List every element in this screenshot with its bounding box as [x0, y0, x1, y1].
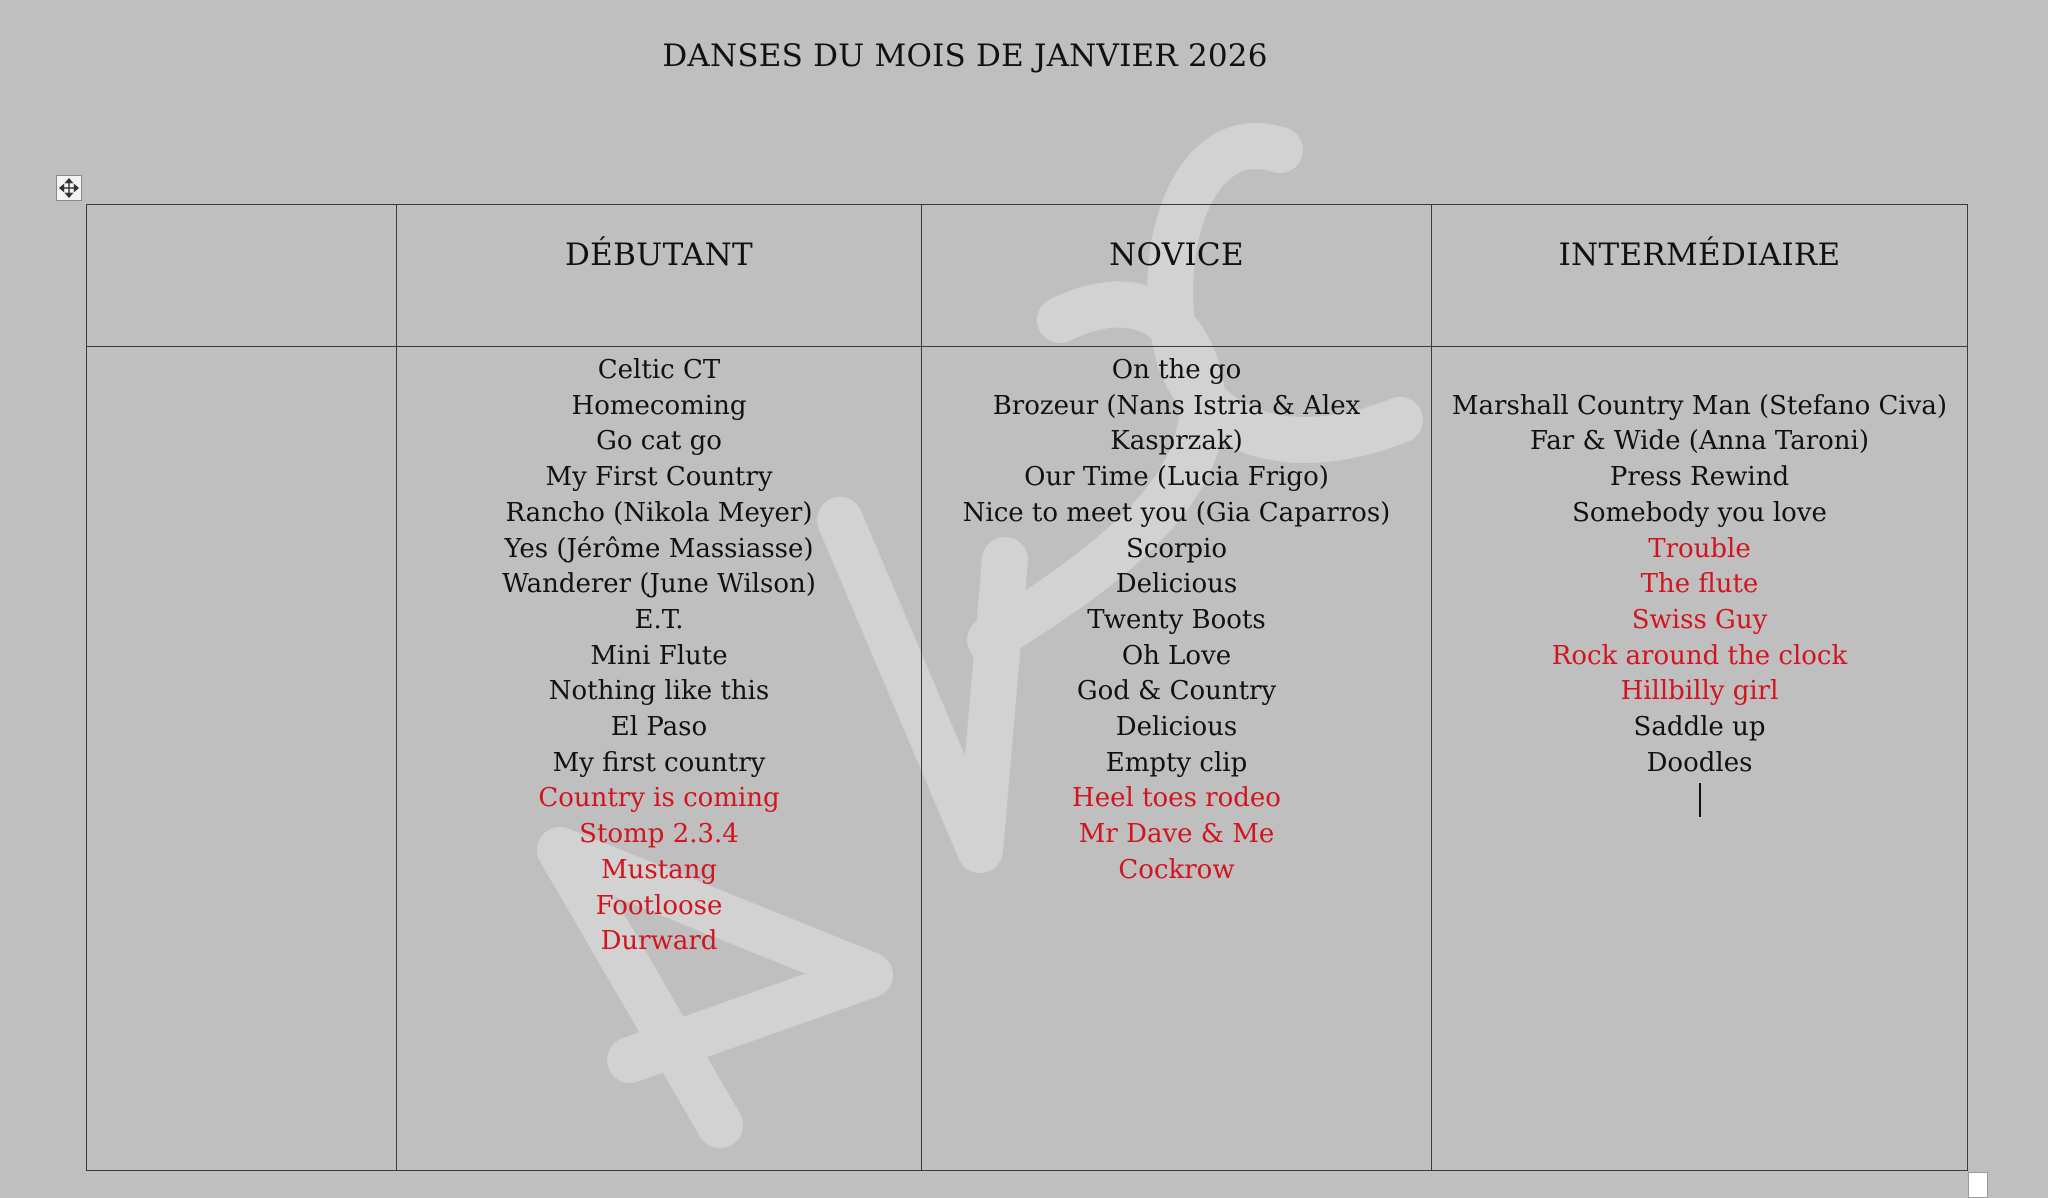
dance-item: The flute [1640, 569, 1759, 600]
column-header-novice: NOVICE [1109, 237, 1244, 273]
dance-item: Mr Dave & Me [1078, 819, 1275, 850]
dance-item: Delicious [1115, 569, 1238, 600]
dance-item: Rancho (Nikola Meyer) [505, 497, 813, 528]
novice-dances-cell[interactable] [922, 347, 1432, 1171]
dance-item: Swiss Guy [1631, 604, 1768, 635]
dance-item: E.T. [634, 604, 684, 635]
dance-item: Footloose [595, 890, 723, 921]
debutant-dances-cell[interactable] [397, 347, 922, 1171]
dance-item: Doodles [1646, 747, 1753, 778]
move-arrows-icon [59, 178, 79, 198]
dance-item: Go cat go [596, 426, 722, 457]
dance-item: Nice to meet you (Gia Caparros) [962, 497, 1391, 528]
dance-item: Cockrow [1118, 854, 1235, 885]
dance-item: Empty clip [1105, 747, 1248, 778]
dance-item: El Paso [610, 712, 708, 743]
empty-column-cell[interactable] [87, 347, 397, 1171]
dance-item: Trouble [1648, 533, 1751, 564]
header-cell-debutant[interactable] [397, 205, 922, 347]
dance-item: Somebody you love [1572, 497, 1827, 528]
dance-item: My First Country [545, 462, 773, 493]
dance-item: Mini Flute [590, 640, 728, 671]
dance-item: Mustang [600, 854, 718, 885]
dance-item: Country is coming [538, 783, 780, 814]
dance-item: On the go [1111, 355, 1242, 385]
dance-item: Scorpio [1125, 533, 1228, 564]
dance-item: Homecoming [571, 390, 747, 421]
dance-item: Far & Wide (Anna Taroni) [1529, 426, 1870, 457]
dance-item: Heel toes rodeo [1072, 783, 1281, 814]
header-cell-intermediaire[interactable] [1432, 205, 1968, 347]
table-move-handle[interactable] [56, 175, 82, 201]
dance-item: Saddle up [1633, 712, 1766, 743]
dance-item: Twenty Boots [1087, 604, 1266, 635]
dance-item: Delicious [1115, 712, 1238, 743]
dance-item: My first country [552, 747, 766, 778]
dance-item: Hillbilly girl [1620, 676, 1779, 707]
dance-item: Wanderer (June Wilson) [502, 569, 816, 600]
page-title: DANSES DU MOIS DE JANVIER 2026 [662, 38, 1268, 74]
dance-item: God & Country [1076, 676, 1277, 707]
text-cursor [1699, 783, 1701, 817]
dance-item: Brozeur (Nans Istria & Alex Kasprzak) [992, 390, 1361, 457]
dance-item: Our Time (Lucia Frigo) [1024, 462, 1329, 493]
dance-item: Oh Love [1121, 640, 1232, 671]
dance-item: Marshall Country Man (Stefano Civa) [1451, 390, 1948, 421]
dance-item: Durward [600, 926, 718, 957]
header-cell-empty[interactable] [87, 205, 397, 347]
dance-item: Stomp 2.3.4 [579, 819, 739, 850]
dance-item: Rock around the clock [1551, 640, 1848, 671]
dance-item: Nothing like this [548, 676, 770, 707]
blank-line [1432, 353, 1967, 389]
body-row [87, 347, 1968, 1171]
header-cell-novice[interactable] [922, 205, 1432, 347]
intermediaire-dances-cell[interactable] [1432, 347, 1968, 1171]
table-resize-handle[interactable] [1968, 1172, 1988, 1198]
dance-table [86, 204, 1968, 1171]
dance-item: Yes (Jérôme Massiasse) [504, 533, 814, 564]
column-header-intermediaire: INTERMÉDIAIRE [1558, 237, 1841, 273]
dance-item: Celtic CT [597, 355, 721, 385]
header-row [87, 205, 1968, 347]
column-header-debutant: DÉBUTANT [565, 237, 753, 273]
dance-item: Press Rewind [1609, 462, 1790, 493]
